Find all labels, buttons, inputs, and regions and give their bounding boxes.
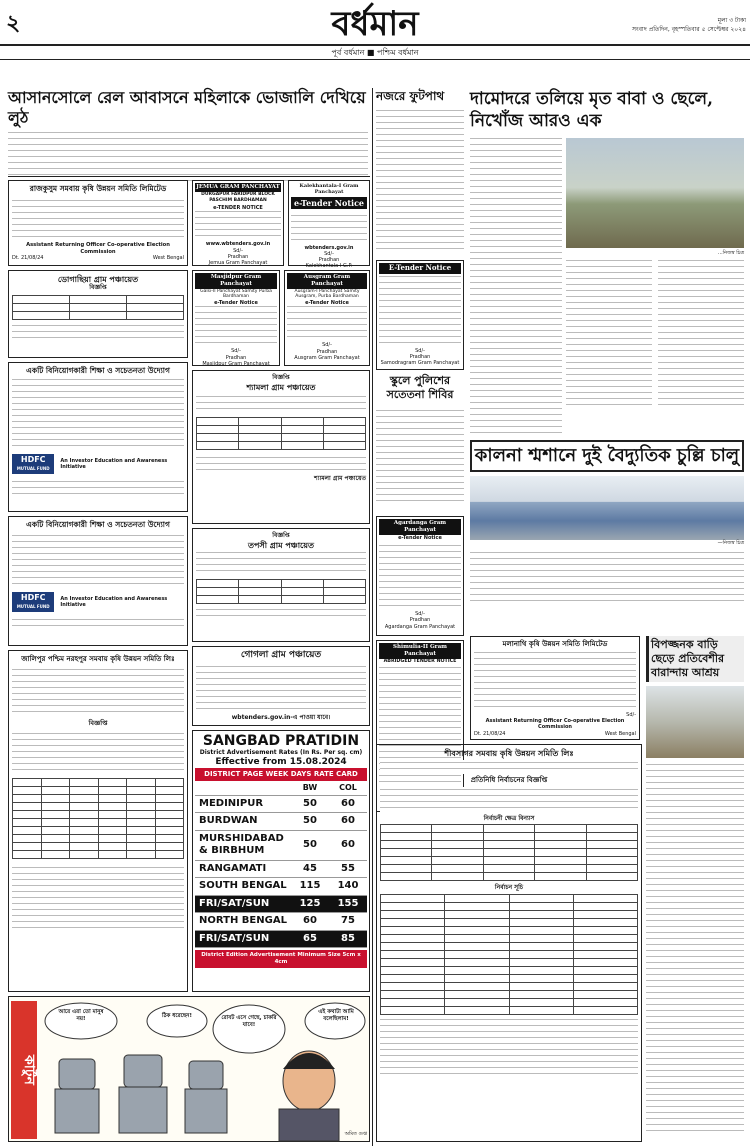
ad-title: Shimulia-II Gram Panchayat xyxy=(379,643,461,659)
ad-sign-2: Pradhan xyxy=(318,257,340,263)
ad-title: Kalekhantala-I Gram Panchayat xyxy=(299,183,359,196)
story-body xyxy=(470,548,744,606)
story-body xyxy=(646,762,744,1136)
story-body-2 xyxy=(566,260,652,410)
rate-row: SOUTH BENGAL 115 140 xyxy=(195,878,367,896)
rate-card-effective: Effective from 15.08.2024 xyxy=(215,756,347,767)
ad-footer: Assistant Returning Officer Co-operative Election Commission xyxy=(485,718,625,731)
rate-row: FRI/SAT/SUN 65 85 xyxy=(195,930,367,948)
ad-sign-3: Masjidpur Gram Panchayat xyxy=(202,360,270,367)
ad-gogla xyxy=(192,646,370,726)
ad-subtitle: বিজ্ঞপ্তি xyxy=(88,719,108,727)
ad-table xyxy=(196,417,366,450)
ad-agardanga xyxy=(376,516,464,636)
ad-tagline: An Investor Education and Awareness Initiative xyxy=(60,457,168,470)
cartoon-bubble-3: রোবট এসে গেছে, চাকরি যাবে! xyxy=(221,1015,277,1028)
masthead-title: বর্ধমান xyxy=(331,4,419,44)
ad-notice: e-TENDER NOTICE xyxy=(213,205,263,212)
story-headline: কালনা শ্মশানে দুই বৈদ্যুতিক চুল্লি চালু xyxy=(470,440,744,472)
story-photo xyxy=(470,476,744,540)
rate-row: MURSHIDABAD & BIRBHUM 50 60 xyxy=(195,830,367,860)
ad-subtitle: Ausgram-I Panchayat Samity Ausgram, Purba Bardhaman xyxy=(294,288,360,300)
story-caption: —নিজস্ব চিত্র xyxy=(717,540,744,546)
story-photo xyxy=(566,138,744,248)
ad-tagline: An Investor Education and Awareness Initiative xyxy=(60,595,168,608)
story-body xyxy=(470,138,562,438)
rate-table xyxy=(195,781,367,949)
ad-title: একটি বিনিয়োগকারী শিক্ষা ও সচেতনতা উদ্যোগ xyxy=(26,366,170,375)
rate-col-col: COL xyxy=(329,781,367,796)
ad-sign: Sd/- xyxy=(626,711,636,718)
ad-table xyxy=(380,824,638,881)
hdfc-brand: HDFC xyxy=(20,455,46,464)
cartoon-title: কার্টুন xyxy=(11,1001,37,1139)
ad-sign-3: Samodragram Gram Panchayat xyxy=(380,360,460,367)
ad-sign-2: Pradhan xyxy=(409,354,431,360)
ad-table xyxy=(12,778,184,859)
ad-subtitle: বিজ্ঞপ্তি xyxy=(272,374,290,381)
ad-subtitle: বিজ্ঞপ্তি xyxy=(89,284,107,291)
ad-sign-2: Pradhan xyxy=(227,253,249,260)
ad-sign: Sd/- xyxy=(415,347,425,354)
ad-web: wbtenders.gov.in xyxy=(304,244,354,251)
ad-sign-2: Pradhan xyxy=(316,348,338,355)
story-headline: স্কুলে পুলিশের সতেতনা শিবির xyxy=(386,374,454,401)
ad-sign-2: Pradhan xyxy=(409,617,431,624)
ad-subtitle: প্রতিনিধি নির্বাচনের বিজ্ঞপ্তি xyxy=(470,776,548,784)
ad-sign-2: Pradhan xyxy=(225,354,247,361)
ad-title: Masjidpur Gram Panchayat xyxy=(195,273,277,289)
story-headline: দামোদরে তলিয়ে মৃত বাবা ও ছেলে, নিখোঁজ আরও এক xyxy=(470,89,714,131)
ad-title: জালিপুর পশ্চিম নরহপুর সমবায় কৃষি উন্নয়ন সমিতি লিঃ xyxy=(21,654,175,663)
ad-title: শীবসাগর সমবায় কৃষি উন্নয়ন সমিতি লিঃ xyxy=(444,748,574,758)
ad-jalipur xyxy=(8,650,188,992)
date-line-full: সংবাদ প্রতিদিন, বৃহস্পতিবার ৫ সেপ্টেম্বর ২০২৪ xyxy=(632,26,746,33)
cartoon-bubble-4: এই কথাটা আমি বলেছিলাম! xyxy=(318,1009,354,1022)
rate-row: BURDWAN 50 60 xyxy=(195,813,367,831)
ad-samadgram xyxy=(376,260,464,370)
ad-region: West Bengal xyxy=(152,255,184,262)
ad-notice: e-Tender Notice xyxy=(291,197,367,209)
rate-row: RANGAMATI 45 55 xyxy=(195,860,367,878)
ad-title: ডোগাছিয়া গ্রাম পঞ্চায়েত xyxy=(57,274,139,284)
rate-card-banner: DISTRICT PAGE WEEK DAYS RATE CARD xyxy=(195,768,367,781)
hdfc-brand: HDFC xyxy=(20,593,46,602)
ad-masjidpur xyxy=(192,270,280,366)
rate-card-footer: District Edition Advertisement Minimum Size 5cm x 4cm xyxy=(195,950,367,968)
date-line: মূল্য ৩ টাকা xyxy=(717,17,746,24)
ad-notice: e-Tender Notice xyxy=(398,534,442,541)
story-kalna xyxy=(470,440,744,630)
man-figure xyxy=(279,1051,339,1141)
ad-sign-3: Kalekhantala-I G.P. xyxy=(305,263,353,270)
story-caption: ...নিজস্ব চিত্র xyxy=(717,250,744,256)
ad-hdfc-2 xyxy=(8,516,188,646)
ad-title: Agardanga Gram Panchayat xyxy=(379,519,461,535)
ad-dogachia xyxy=(8,270,188,358)
ad-subtitle-3: নির্বাচন সূচি xyxy=(494,884,524,892)
ad-sign: Sd/- xyxy=(233,247,243,254)
story-headline: আসানসোলে রেল আবাসনে মহিলাকে ভোজালি দেখিয়ে লুঠ xyxy=(8,88,366,127)
story-damodar xyxy=(470,88,744,448)
ad-rajkusum xyxy=(8,180,188,266)
ad-date: Dt. 21/08/24 xyxy=(474,730,506,737)
ad-subtitle: Galsi-II Panchayat Samity Purba Bardhaman xyxy=(200,288,272,300)
story-najar xyxy=(376,88,464,256)
section-east: পূর্ব বর্ধমান xyxy=(331,48,365,57)
ad-notice: e-Tender Notice xyxy=(214,300,258,306)
ad-web: wbtenders.gov.in-এ পাওয়া যাবে। xyxy=(231,714,331,722)
ad-title: শ্যামলা গ্রাম পঞ্চায়েত xyxy=(246,381,316,392)
ad-title: রাজকুসুম সমবায় কৃষি উন্নয়ন সমিতি লিমিটেড xyxy=(29,184,167,193)
ad-sign: Sd/- xyxy=(415,611,425,617)
story-body xyxy=(376,406,464,506)
ad-table xyxy=(196,579,366,604)
ad-notice: e-Tender Notice xyxy=(305,300,349,306)
rate-row: MEDINIPUR 50 60 xyxy=(195,795,367,813)
masthead xyxy=(0,0,750,62)
ad-footer: Assistant Returning Officer Co-operative Election Commission xyxy=(26,242,170,255)
ad-table xyxy=(12,295,184,320)
ad-sign: Sd/- xyxy=(322,342,332,349)
ad-notice: ABRIDGED TENDER NOTICE xyxy=(383,658,457,664)
story-body xyxy=(8,132,368,186)
ad-sign-3: Jemua Gram Panchayat xyxy=(208,260,268,267)
ad-title: গোগলা গ্রাম পঞ্চায়েত xyxy=(240,650,322,660)
ad-notice: E-Tender Notice xyxy=(379,263,461,274)
ad-shyamla xyxy=(192,370,370,524)
ad-kalekhantala xyxy=(288,180,370,270)
ad-subtitle-2: নির্বাচনী ক্ষেত্র বিন্যাস xyxy=(483,814,535,822)
ad-subtitle: বিজ্ঞপ্তি xyxy=(272,532,290,539)
rate-card-subtitle: District Advertisement Rates (In Rs. Per sq. cm) xyxy=(199,749,363,756)
ad-title: একটি বিনিয়োগকারী শিক্ষা ও সচেতনতা উদ্যোগ xyxy=(26,520,170,529)
rate-col-bw: BW xyxy=(291,781,329,796)
cartoon-bubble-2: ঠিক ধরেছেন! xyxy=(162,1013,192,1019)
section-west: পশ্চিম বর্ধমান xyxy=(377,48,419,57)
ad-jemua xyxy=(192,180,284,266)
rate-row: NORTH BENGAL 60 75 xyxy=(195,913,367,931)
story-headline: বিপজ্জনক বাড়ি ছেড়ে প্রতিবেশীর বারান্দায় আশ্রয় xyxy=(646,636,744,682)
hdfc-brand-sub: MUTUAL FUND xyxy=(16,466,50,471)
hdfc-logo xyxy=(12,454,54,474)
cartoon-strip xyxy=(8,996,370,1142)
story-body-3 xyxy=(658,260,744,410)
robot-figure xyxy=(55,1055,227,1133)
hdfc-logo xyxy=(12,592,54,612)
story-photo xyxy=(646,686,744,758)
ad-tapasi xyxy=(192,528,370,642)
ad-subtitle: DURGAPUR FARIDPUR BLOCK PASCHIM BARDHAMAN xyxy=(201,191,275,203)
ad-sign: শ্যামলা গ্রাম পঞ্চায়েত xyxy=(314,474,366,482)
rate-card-title: SANGBAD PRATIDIN xyxy=(202,733,360,749)
ad-sign: Sd/- xyxy=(324,250,334,257)
page-number: ২ xyxy=(6,10,21,36)
cartoon-credit: অমিত গুপ্ত xyxy=(344,1131,367,1137)
ad-ausgram xyxy=(284,270,370,366)
ad-region: West Bengal xyxy=(604,730,636,737)
cartoon-bubble-1: আরে এরা তো মানুষ নয়! xyxy=(58,1009,104,1022)
rate-card xyxy=(192,730,370,992)
ad-table-2 xyxy=(380,894,638,1015)
ad-title: তপসী গ্রাম পঞ্চায়েত xyxy=(247,539,314,550)
ad-hdfc-1 xyxy=(8,362,188,512)
section-label: পূর্ব বর্ধমান ■ পশ্চিম বর্ধমান xyxy=(331,48,419,57)
story-asansol xyxy=(8,88,368,176)
story-police xyxy=(376,374,464,510)
ad-date: Dt. 21/08/24 xyxy=(12,255,44,262)
story-bijepur xyxy=(646,636,744,1142)
story-body xyxy=(376,108,464,254)
ad-sign: Sd/- xyxy=(231,348,241,355)
ad-title: Ausgram Gram Panchayat xyxy=(287,273,367,289)
hdfc-brand-sub: MUTUAL FUND xyxy=(16,604,50,609)
rate-row: FRI/SAT/SUN 125 155 xyxy=(195,895,367,913)
ad-shibsagar xyxy=(376,744,642,1142)
ad-sign-3: Agardanga Gram Panchayat xyxy=(384,623,456,630)
ad-molanathi xyxy=(470,636,640,740)
ad-sign-3: Ausgram Gram Panchayat xyxy=(294,354,360,361)
ad-title: মলানাথি কৃষি উন্নয়ন সমিতি লিমিটেড xyxy=(502,639,608,648)
ad-title: JEMUA GRAM PANCHAYAT xyxy=(196,184,280,190)
story-headline: নজরে ফুটপাথ xyxy=(376,89,445,103)
ad-web: www.wbtenders.gov.in xyxy=(205,241,271,248)
